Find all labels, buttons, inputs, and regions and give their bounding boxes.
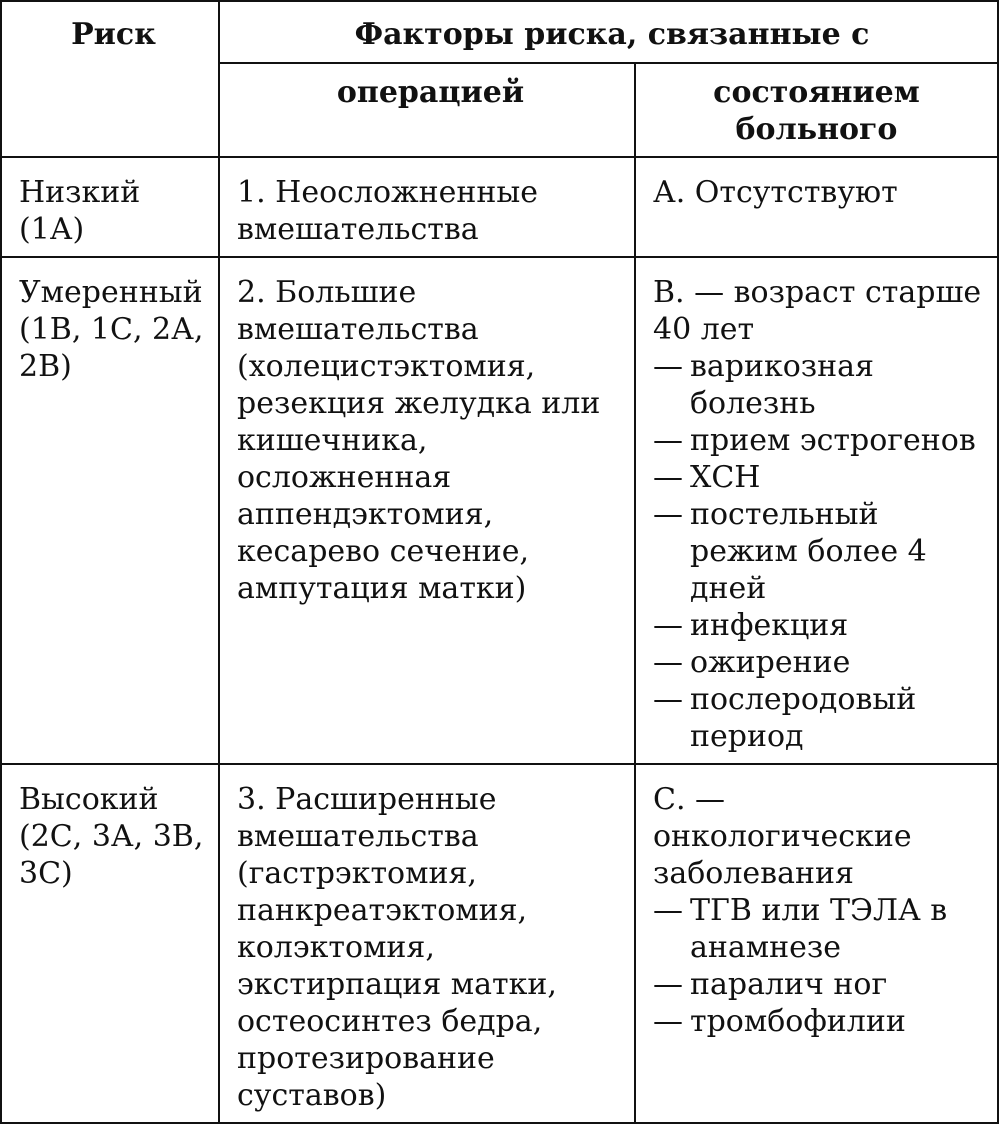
header-row-main — [1, 1, 998, 63]
risk-cell-moderate — [1, 257, 219, 764]
patient-cell-low — [635, 157, 998, 257]
header-operation-label: операцией — [336, 75, 525, 110]
operation-cell-low — [219, 157, 635, 257]
patient-item — [653, 607, 987, 644]
header-factors — [219, 1, 998, 63]
risk-level-low: Низкий (1А) — [19, 175, 141, 247]
patient-item-text: постельный режим более 4 дней — [690, 497, 927, 606]
patient-item — [653, 644, 987, 681]
dash-symbol: — — [653, 423, 683, 458]
dash-symbol: — — [653, 497, 683, 532]
patient-item-text: прием эстрогенов — [690, 423, 976, 458]
dash-symbol: — — [653, 645, 683, 680]
patient-item-text: паралич ног — [690, 967, 888, 1002]
dash-symbol: — — [653, 1004, 683, 1039]
patient-item — [653, 966, 987, 1003]
header-patient — [635, 63, 998, 157]
patient-intro-low: А. Отсутствуют — [653, 175, 898, 210]
patient-item — [653, 496, 987, 607]
header-factors-label: Факторы риска, связанные с — [354, 17, 870, 52]
operation-cell-moderate — [219, 257, 635, 764]
header-risk — [1, 1, 219, 157]
patient-item-text: инфекция — [690, 608, 849, 643]
patient-item-text: ожирение — [690, 645, 851, 680]
patient-item — [653, 459, 987, 496]
risk-cell-low — [1, 157, 219, 257]
patient-item — [653, 892, 987, 966]
header-patient-label: состоянием больного — [713, 75, 920, 147]
header-operation — [219, 63, 635, 157]
dash-symbol: — — [653, 893, 683, 928]
patient-item-text: варикозная болезнь — [690, 349, 874, 421]
dash-symbol: — — [653, 349, 683, 384]
operation-factors-low: 1. Неосложненные вмешательства — [237, 175, 539, 247]
patient-intro-moderate: В. — возраст старше 40 лет — [653, 275, 982, 347]
risk-cell-high — [1, 764, 219, 1123]
risk-level-moderate: Умеренный (1В, 1С, 2А, 2В) — [19, 275, 204, 384]
patient-item-text: ТГВ или ТЭЛА в анамнезе — [690, 893, 948, 965]
patient-item-text: ХСН — [690, 460, 761, 495]
patient-item-text: послеродовый период — [690, 682, 917, 754]
patient-cell-moderate — [635, 257, 998, 764]
patient-intro-high: С. — онкологические заболевания — [653, 782, 912, 891]
dash-symbol: — — [653, 967, 683, 1002]
patient-item-text: тромбофилии — [690, 1004, 906, 1039]
dash-symbol: — — [653, 460, 683, 495]
table-row-high — [1, 764, 998, 1123]
operation-factors-moderate: 2. Большие вмешательства (холецистэктомия, резекция желудка или кишечника, осложненная аппендэктомия, кесарево сечение, ампутация матки) — [237, 275, 601, 606]
header-risk-label: Риск — [71, 17, 156, 52]
patient-cell-high — [635, 764, 998, 1123]
dash-symbol: — — [653, 608, 683, 643]
patient-item — [653, 1003, 987, 1040]
patient-item — [653, 422, 987, 459]
patient-item — [653, 348, 987, 422]
operation-cell-high — [219, 764, 635, 1123]
patient-item — [653, 681, 987, 755]
operation-factors-high: 3. Расширенные вмешательства (гастрэктомия, панкреатэктомия, колэктомия, экстирпация матки, остеосинтез бедра, протезирование суставов) — [237, 782, 557, 1113]
risk-level-high: Высокий (2С, 3А, 3В, 3С) — [19, 782, 204, 891]
table-row-moderate — [1, 257, 998, 764]
dash-symbol: — — [653, 682, 683, 717]
table-row-low — [1, 157, 998, 257]
